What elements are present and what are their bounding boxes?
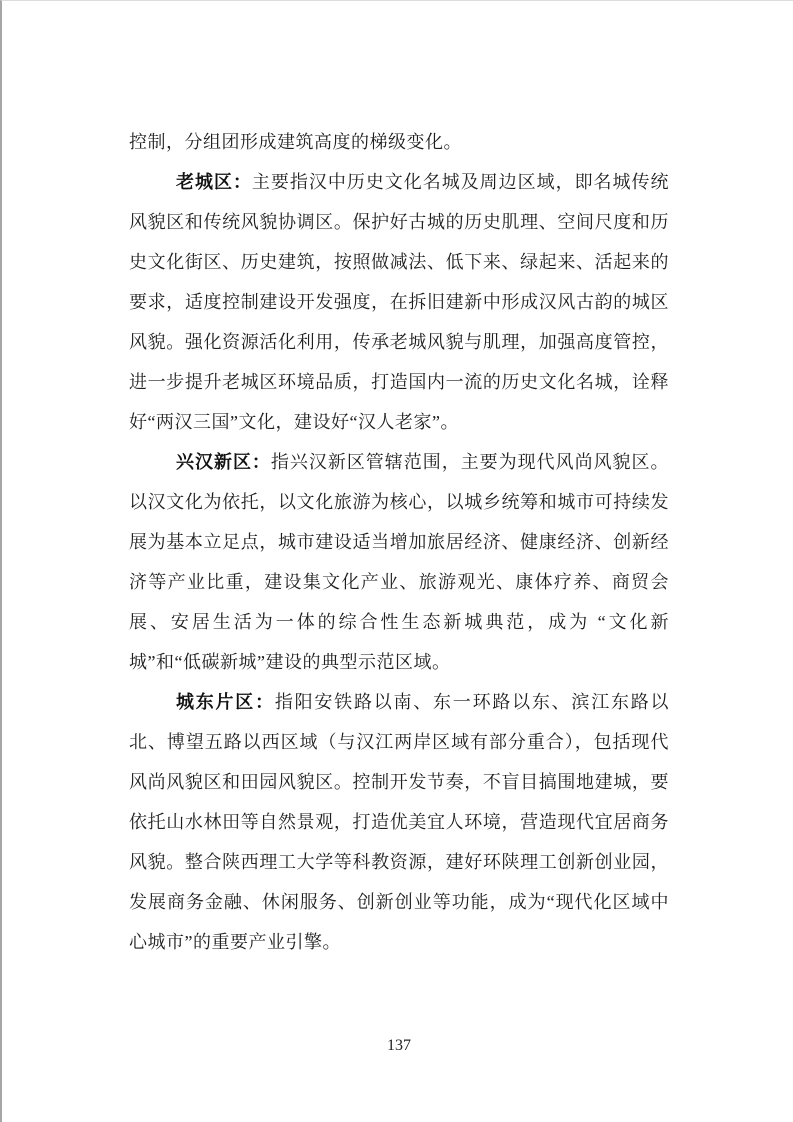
paragraph-lead: 兴汉新区： [176, 452, 271, 472]
paragraph-text: 主要指汉中历史文化名城及周边区域，即名城传统风貌区和传统风貌协调区。保护好古城的历史肌理、空间尺度和历史文化街区、历史建筑，按照做减法、低下来、绿起来、活起来的要求，适度控制建设开发强度，在拆旧建新中形成汉风古韵的城区风貌。强化资源活化利用，传承老城风貌与肌理，加强高度管控，进一步提升老城区环境品质，打造国内一流的历史文化名城，诠释好“两汉三国”文化，建设好“汉人老家”。 [129, 172, 669, 432]
paragraph-text: 指阳安铁路以南、东一环路以东、滨江东路以北、博望五路以西区域（与汉江两岸区域有部分重合），包括现代风尚风貌区和田园风貌区。控制开发节奏，不盲目搞围地建城，要依托山水林田等自然景观，打造优美宜人环境，营造现代宜居商务风貌。整合陕西理工大学等科教资源，建好环陕理工创新创业园，发展商务金融、休闲服务、创新创业等功能，成为“现代化区域中心城市”的重要产业引擎。 [129, 692, 670, 952]
paragraph-lead: 老城区： [176, 172, 252, 192]
paragraph-text: 控制，分组团形成建筑高度的梯级变化。 [129, 132, 462, 152]
paragraph-xinghan-new-district [129, 442, 669, 682]
paragraph-text: 指兴汉新区管辖范围，主要为现代风尚风貌区。以汉文化为依托，以文化旅游为核心，以城乡统筹和城市可持续发展为基本立足点，城市建设适当增加旅居经济、健康经济、创新经济等产业比重，建设集文化产业、旅游观光、康体疗养、商贸会展、安居生活为一体的综合性生态新城典范，成为 “文化新城”和“低碳新城”建设的典型示范区域。 [129, 452, 670, 672]
page-content [129, 122, 669, 962]
paragraph-east-city-area [129, 682, 669, 962]
paragraph-old-town [129, 162, 669, 442]
page-number: 137 [387, 1037, 411, 1054]
paragraph-continuation [129, 122, 669, 162]
paragraph-lead: 城东片区： [176, 692, 275, 712]
